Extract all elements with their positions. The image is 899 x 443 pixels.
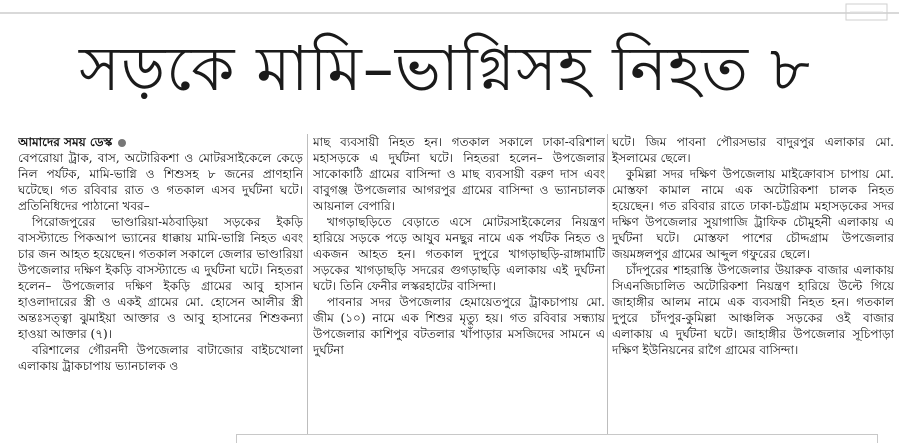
column-divider [607, 134, 608, 434]
paragraph: খাগড়াছড়িতে বেড়াতে এসে মোটরসাইকেলের নিয়ন্ত্রণ হারিয়ে সড়কে পড়ে আযুব মনছুর নামে এক পর্যটক নিহত ও একজন আহত হন। গতকাল দুপুরে খাগড়াছড়ি-রাঙ্গামাটি সড়কের খাগড়াছড়ি সদরের গুগড়াছড়ি এলাকায় এই দুর্ঘটনা ঘটে। তিনি ফেনীর লস্করহাটের বাসিন্দা। [313, 215, 605, 293]
article-column-1 [18, 134, 303, 430]
article-column-3 [612, 134, 894, 430]
paragraph: ঘটে। জিম পাবনা পৌরসভার বাদুরপুর এলাকার মো. ইসলামের ছেলে। [612, 135, 894, 165]
paragraph: বরিশালের গৌরনদী উপজেলার বাটাজোর বাইচখোলা এলাকায় ট্রাকচাপায় ভ্যানচালক ও [18, 343, 303, 373]
bullet-dot-icon [118, 139, 126, 147]
paragraph: চাঁদপুরের শাহরাস্তি উপজেলার উয়ারুক বাজার এলাকায় সিএনজিচালিত অটোরিকশা নিয়ন্ত্রণ হারিয়ে উল্টে গিয়ে জাহাঙ্গীর আলম নামে এক ব্যবসায়ী নিহত হন। গতকাল দুপুরে চাঁদপুর-কুমিল্লা আঞ্চলিক সড়কের ওই বাজার এলাকায় এ দুর্ঘটনা ঘটে। জাহাঙ্গীর উপজেলার সূচিপাড়া দক্ষিণ ইউনিয়নের রাগৈ গ্রামের বাসিন্দা। [612, 263, 894, 357]
corner-ornament [844, 0, 889, 24]
paragraph: মাছ ব্যবসায়ী নিহত হন। গতকাল সকালে ঢাকা-বরিশাল মহাসড়কে এ দুর্ঘটনা ঘটে। নিহতরা হলেন– উপজেলার সাকোকাঠি গ্রামের বাসিন্দা ও মাছ ব্যবসায়ী বরুণ দাস এবং বাবুগঞ্জ উপজেলার আগরপুর গ্রামের বাসিন্দা ও ভ্যানচালক আয়নাল বেপারি। [313, 135, 605, 213]
article-column-2 [313, 134, 605, 430]
paragraph: পাবনার সদর উপজেলার হেমায়েতপুরে ট্রাকচাপায় মো. জীম (১০) নামে এক শিশুর মৃত্যু হয়। গত রবিবার সন্ধ্যায় উপজেলার কাশিপুর বটতলার খাঁপাড়ার মসজিদের সামনে এ দুর্ঘটনা [313, 295, 605, 357]
paragraph: বেপরোয়া ট্রাক, বাস, অটোরিকশা ও মোটরসাইকেলে কেড়ে নিল পর্যটক, মামি-ভাগ্নি ও শিশুসহ ৮ জনের প্রাণহানি ঘটেছে। গত রবিবার রাত ও গতকাল এসব দুর্ঘটনা ঘটে। প্রতিনিধিদের পাঠানো খবর– [18, 151, 303, 213]
column-divider [307, 134, 308, 434]
headline: সড়কে মামি–ভাগ্নিসহ নিহত ৮ [79, 32, 811, 105]
top-rule [0, 12, 899, 14]
paragraph: কুমিল্লা সদর দক্ষিণ উপজেলায় মাইক্রোবাস চাপায় মো. মোস্তফা কামাল নামে এক অটোরিকশা চালক নিহত হয়েছেন। গত রবিবার রাতে ঢাকা-চট্টগ্রাম মহাসড়কের সদর দক্ষিণ উপজেলার সুয়াগাজি ট্রাফিক চৌমুহনী এলাকায় এ দুর্ঘটনা ঘটে। মোস্তফা পাশের চৌদ্দগ্রাম উপজেলার জয়মঙ্গলপুর গ্রামের আব্দুল গফুরের ছেলে। [612, 167, 894, 261]
byline-text: আমাদের সময় ডেস্ক [18, 135, 113, 149]
paragraph: পিরোজপুরের ভাণ্ডারিয়া-মঠবাড়িয়া সড়কের ইকড়ি বাসস্ট্যান্ডে পিকআপ ভ্যানের ধাক্কায় মামি-ভাগ্নি নিহত এবং চার জন আহত হয়েছেন। গতকাল সকালে জেলার ভাণ্ডারিয়া উপজেলার দক্ষিণ ইকড়ি বাসস্ট্যান্ডে এ দুর্ঘটনা ঘটে। নিহতরা হলেন– উপজেলার দক্ষিণ ইকড়ি গ্রামের আবু হাসান হাওলাদারের স্ত্রী ও একই গ্রামের মো. হোসেন আলীর স্ত্রী অন্তঃসত্ত্বা ঝুমাইয়া আক্তার ও আবু হাসানের শিশুকন্যা হাওয়া আক্তার (৭)। [18, 215, 303, 341]
byline [18, 134, 303, 150]
